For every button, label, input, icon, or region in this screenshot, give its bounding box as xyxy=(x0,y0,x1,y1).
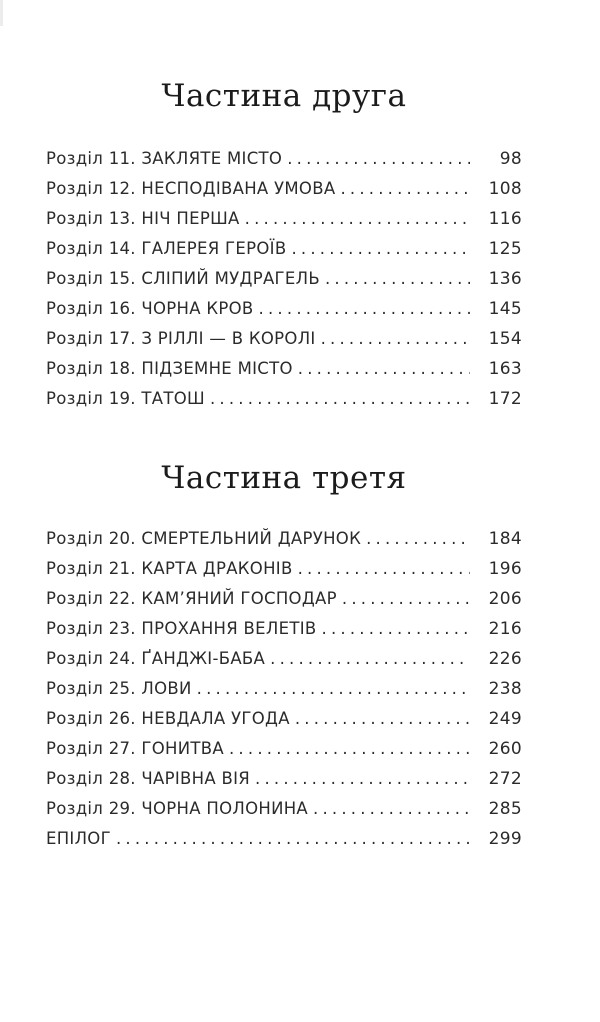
toc-entry xyxy=(46,554,522,584)
toc-entry-title: Розділ 17. З РІЛЛІ — В КОРОЛІ xyxy=(46,329,316,348)
toc-entry xyxy=(46,824,522,854)
toc-entry-title: Розділ 13. НІЧ ПЕРША xyxy=(46,209,240,228)
toc-entry xyxy=(46,614,522,644)
toc-entry xyxy=(46,324,522,354)
toc-entry xyxy=(46,384,522,414)
toc-entry-title: Розділ 24. ҐАНДЖІ-БАБА xyxy=(46,648,266,668)
dot-leader xyxy=(229,734,470,763)
dot-leader xyxy=(116,824,470,853)
toc-entry-page-number: 216 xyxy=(488,618,522,639)
toc-entry xyxy=(46,354,522,384)
toc-entry-title: ЕПІЛОГ xyxy=(46,828,111,848)
toc-entry-title: Розділ 27. ГОНИТВА xyxy=(46,738,224,758)
toc-entry-page-number: 108 xyxy=(488,179,522,199)
toc-entry-page-number: 206 xyxy=(488,588,522,609)
dot-leader xyxy=(342,584,470,613)
toc-entry-title: Розділ 23. ПРОХАННЯ ВЕЛЕТІВ xyxy=(46,618,317,638)
toc-entry-page-number: 98 xyxy=(499,149,522,169)
toc-entry-title: Розділ 19. ТАТОШ xyxy=(46,389,205,408)
toc xyxy=(46,0,522,854)
toc-entry xyxy=(46,644,522,674)
toc-entry-title: Розділ 11. ЗАКЛЯТЕ МІСТО xyxy=(46,149,283,168)
dot-leader xyxy=(255,764,470,793)
toc-entry xyxy=(46,734,522,764)
dot-leader xyxy=(287,144,470,173)
toc-entry-title: Розділ 14. ГАЛЕРЕЯ ГЕРОЇВ xyxy=(46,239,287,258)
section-heading: Частина друга xyxy=(161,78,407,114)
toc-entry-page-number: 249 xyxy=(488,708,522,729)
toc-entry xyxy=(46,704,522,734)
toc-entry-page-number: 238 xyxy=(488,678,522,699)
toc-entry xyxy=(46,294,522,324)
toc-entry xyxy=(46,674,522,704)
dot-leader xyxy=(366,524,470,553)
toc-entry xyxy=(46,234,522,264)
toc-entry-title: Розділ 20. СМЕРТЕЛЬНИЙ ДАРУНОК xyxy=(46,528,362,548)
toc-entry xyxy=(46,264,522,294)
dot-leader xyxy=(259,294,470,323)
dot-leader xyxy=(298,554,470,583)
toc-entry-page-number: 285 xyxy=(488,798,522,819)
toc-entry-title: Розділ 12. НЕСПОДІВАНА УМОВА xyxy=(46,179,336,198)
toc-entry xyxy=(46,584,522,614)
toc-entry-page-number: 196 xyxy=(488,558,522,579)
dot-leader xyxy=(322,614,471,643)
dot-leader xyxy=(340,174,470,203)
toc-entry-page-number: 226 xyxy=(488,648,522,669)
dot-leader xyxy=(245,204,470,233)
toc-entry-page-number: 154 xyxy=(488,329,522,349)
toc-entry-page-number: 272 xyxy=(488,768,522,789)
scan-artifact xyxy=(0,0,3,26)
toc-entry xyxy=(46,204,522,234)
dot-leader xyxy=(270,644,470,673)
dot-leader xyxy=(313,794,470,823)
toc-entry xyxy=(46,524,522,554)
dot-leader xyxy=(197,674,470,703)
toc-entry-page-number: 116 xyxy=(488,209,522,229)
dot-leader xyxy=(295,704,470,733)
toc-entry-page-number: 260 xyxy=(488,738,522,759)
toc-entry-title: Розділ 21. КАРТА ДРАКОНІВ xyxy=(46,558,293,578)
toc-entry xyxy=(46,794,522,824)
toc-entry-title: Розділ 26. НЕВДАЛА УГОДА xyxy=(46,708,290,728)
section-heading: Частина третя xyxy=(161,460,407,496)
toc-entry-title: Розділ 16. ЧОРНА КРОВ xyxy=(46,299,254,318)
toc-section xyxy=(46,76,522,414)
dot-leader xyxy=(321,324,470,353)
section-entries xyxy=(46,524,522,854)
toc-entry xyxy=(46,174,522,204)
toc-entry-title: Розділ 28. ЧАРІВНА ВІЯ xyxy=(46,768,251,788)
dot-leader xyxy=(210,384,470,413)
dot-leader xyxy=(291,234,470,263)
toc-entry-title: Розділ 15. СЛІПИЙ МУДРАГЕЛЬ xyxy=(46,269,320,288)
toc-entry-page-number: 172 xyxy=(488,389,522,409)
toc-entry-page-number: 163 xyxy=(488,359,522,379)
toc-entry-title: Розділ 25. ЛОВИ xyxy=(46,678,192,698)
toc-entry-title: Розділ 29. ЧОРНА ПОЛОНИНА xyxy=(46,798,309,818)
toc-entry-page-number: 136 xyxy=(488,269,522,289)
toc-entry xyxy=(46,764,522,794)
toc-entry-page-number: 299 xyxy=(488,828,522,849)
toc-entry-title: Розділ 22. КАМ’ЯНИЙ ГОСПОДАР xyxy=(46,588,337,608)
dot-leader xyxy=(298,354,470,383)
toc-entry-page-number: 184 xyxy=(488,528,522,549)
toc-entry xyxy=(46,144,522,174)
dot-leader xyxy=(325,264,470,293)
section-entries xyxy=(46,144,522,414)
toc-entry-title: Розділ 18. ПІДЗЕМНЕ МІСТО xyxy=(46,359,293,378)
toc-section xyxy=(46,458,522,854)
toc-entry-page-number: 125 xyxy=(488,239,522,259)
toc-entry-page-number: 145 xyxy=(488,299,522,319)
